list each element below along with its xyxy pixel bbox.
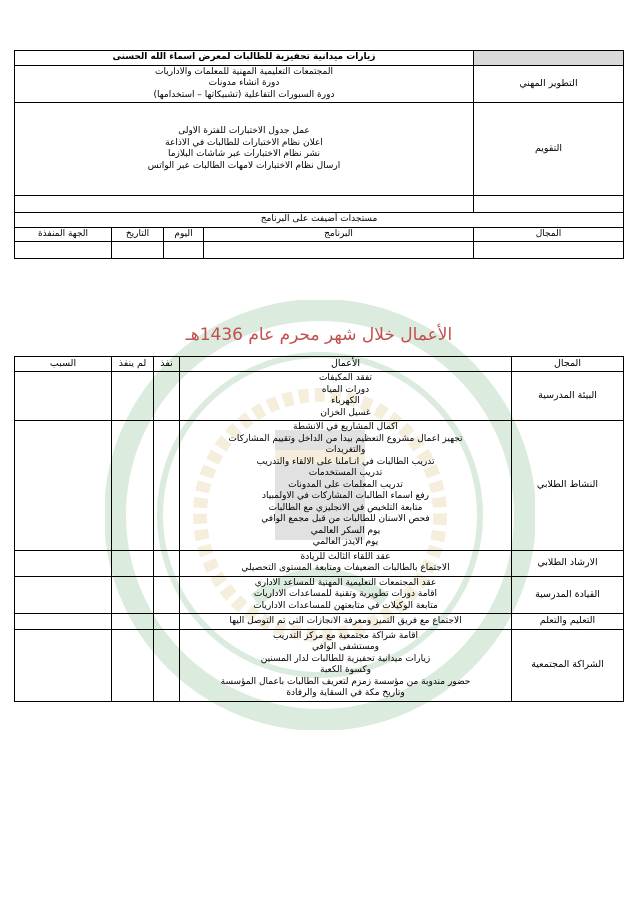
column-header-works: الأعمال — [180, 357, 512, 372]
list-item: الكهرباء — [331, 396, 360, 407]
section-title: الأعمال خلال شهر محرم عام 1436هـ — [185, 325, 453, 345]
list-item: ومستشفى الوافي — [311, 642, 380, 653]
field-label: التطوير المهني — [474, 65, 624, 103]
column-header-row — [15, 357, 624, 372]
field-label: البيئة المدرسية — [512, 372, 624, 421]
column-header-reason: السبب — [15, 357, 112, 372]
table-row — [15, 372, 624, 421]
list-item: المجتمعات التعليمية المهنية للمعلمات والاداريات — [155, 66, 333, 77]
column-header-date: التاريخ — [112, 227, 164, 242]
list-item: وكسوة الكعبة — [320, 665, 371, 676]
list-item: اكمال المشاريع في الانشطة — [293, 422, 398, 433]
table-row — [15, 421, 624, 551]
items-cell — [180, 576, 512, 614]
list-item: عقد اللقاء الثالث للريادة — [300, 551, 391, 562]
top-plan-table — [14, 50, 624, 259]
list-item: نشر نظام الاختبارات عبر شاشات البلازما — [167, 149, 321, 160]
list-item: الاجتماع مع فريق التميز ومعرفة الانجازات التي تم التوصل اليها — [229, 615, 462, 626]
list-item: دورة السبورات التفاعلية (تشبيكاتها – استخدامها) — [153, 89, 335, 100]
column-header-day: اليوم — [164, 227, 204, 242]
items-cell — [180, 629, 512, 701]
table-row — [15, 629, 624, 701]
items-cell — [15, 103, 474, 196]
column-header-not-done: لم ينفذ — [112, 357, 154, 372]
list-item: عقد المجتمعات التعليمية المهنية للمساعد الاداري — [254, 577, 437, 588]
list-item: زيارات ميدانية تحفيزية للطالبات لدار المسنين — [260, 653, 431, 664]
field-label: القيادة المدرسية — [512, 576, 624, 614]
list-item: دورات المياه — [321, 384, 370, 395]
list-item: وتاريخ مكة في السقاية والرفادة — [286, 688, 405, 699]
table-row — [15, 213, 624, 228]
list-item: متابعة الوكيلات في متابعتهن للمساعدات الاداريات — [253, 600, 438, 611]
column-header-field: المجال — [512, 357, 624, 372]
table-row — [15, 576, 624, 614]
list-item: تدريب الطالبات في انـاملنا على الالقاء والتدريب — [256, 456, 435, 467]
field-label: التقويم — [474, 103, 624, 196]
table-row — [15, 65, 624, 103]
items-cell — [180, 421, 512, 551]
table-row — [15, 196, 624, 213]
table-row — [15, 614, 624, 629]
list-item: فحص الاسنان للطالبات من قبل مجمع الوافي — [261, 514, 430, 525]
list-item: رفع اسماء الطالبات المشاركات في الاولمبياد — [262, 491, 429, 502]
field-label: الشراكة المجتمعية — [512, 629, 624, 701]
list-item: تدريب المستخدمات — [308, 468, 383, 479]
table-row — [15, 51, 624, 66]
list-item: تفقد المكيفات — [318, 373, 373, 384]
list-item: والتغريدات — [325, 445, 366, 456]
additions-heading: مستجدات أضيفت على البرنامج — [15, 213, 624, 228]
field-label: التعليم والتعلم — [512, 614, 624, 629]
items-cell — [180, 372, 512, 421]
list-item: دورة انشاء مدونات — [208, 78, 280, 89]
column-header-executor: الجهة المنفذة — [15, 227, 112, 242]
list-item: اقامة دورات تطويرية وتقنية للمساعدات الاداريات — [253, 589, 438, 600]
table-row — [15, 242, 624, 259]
list-item: اقامة شراكة مجتمعية مع مركز التدريب — [272, 630, 419, 641]
column-header-done: نفذ — [154, 357, 180, 372]
list-item: عمل جدول الاختبارات للفترة الاولى — [178, 126, 310, 137]
table-row — [15, 550, 624, 576]
list-item: تدريب المعلمات على المدونات — [288, 479, 403, 490]
list-item: يوم الايدز العالمي — [312, 537, 379, 548]
items-cell — [180, 614, 512, 629]
table-row — [15, 103, 624, 196]
monthly-works-table — [14, 356, 624, 702]
field-label: النشاط الطلابي — [512, 421, 624, 551]
list-item: الاجتماع بالطالبات الضعيفات ومتابعة المستوى التحصيلي — [241, 563, 450, 574]
column-header-program: البرنامج — [204, 227, 474, 242]
list-item: تجهيز اعمال مشروع التعظيم بيدا من الداخل وتقييم المشاركات — [228, 433, 463, 444]
list-item: حضور مندوبة من مؤسسة زمزم لتعريف الطالبات باعمال المؤسسة — [220, 676, 471, 687]
list-item: يوم السكر العالمي — [310, 525, 381, 536]
list-item: غسيل الخزان — [320, 407, 371, 418]
list-item: ارسال نظام الاختبارات لامهات الطالبات عبر الواتس — [147, 160, 341, 171]
top-header-text: زيارات ميدانية تحفيزية للطالبات لمعرض اسماء الله الحسنى — [15, 51, 474, 66]
list-item: اعلان نظام الاختبارات للطالبات في الاذاعة — [165, 137, 323, 148]
items-cell — [180, 550, 512, 576]
column-header-field: المجال — [474, 227, 624, 242]
column-header-row — [15, 227, 624, 242]
list-item: متابعة التلخيص في الانجليزي مع الطالبات — [268, 502, 423, 513]
items-cell — [15, 65, 474, 103]
field-label: الارشاد الطلابي — [512, 550, 624, 576]
